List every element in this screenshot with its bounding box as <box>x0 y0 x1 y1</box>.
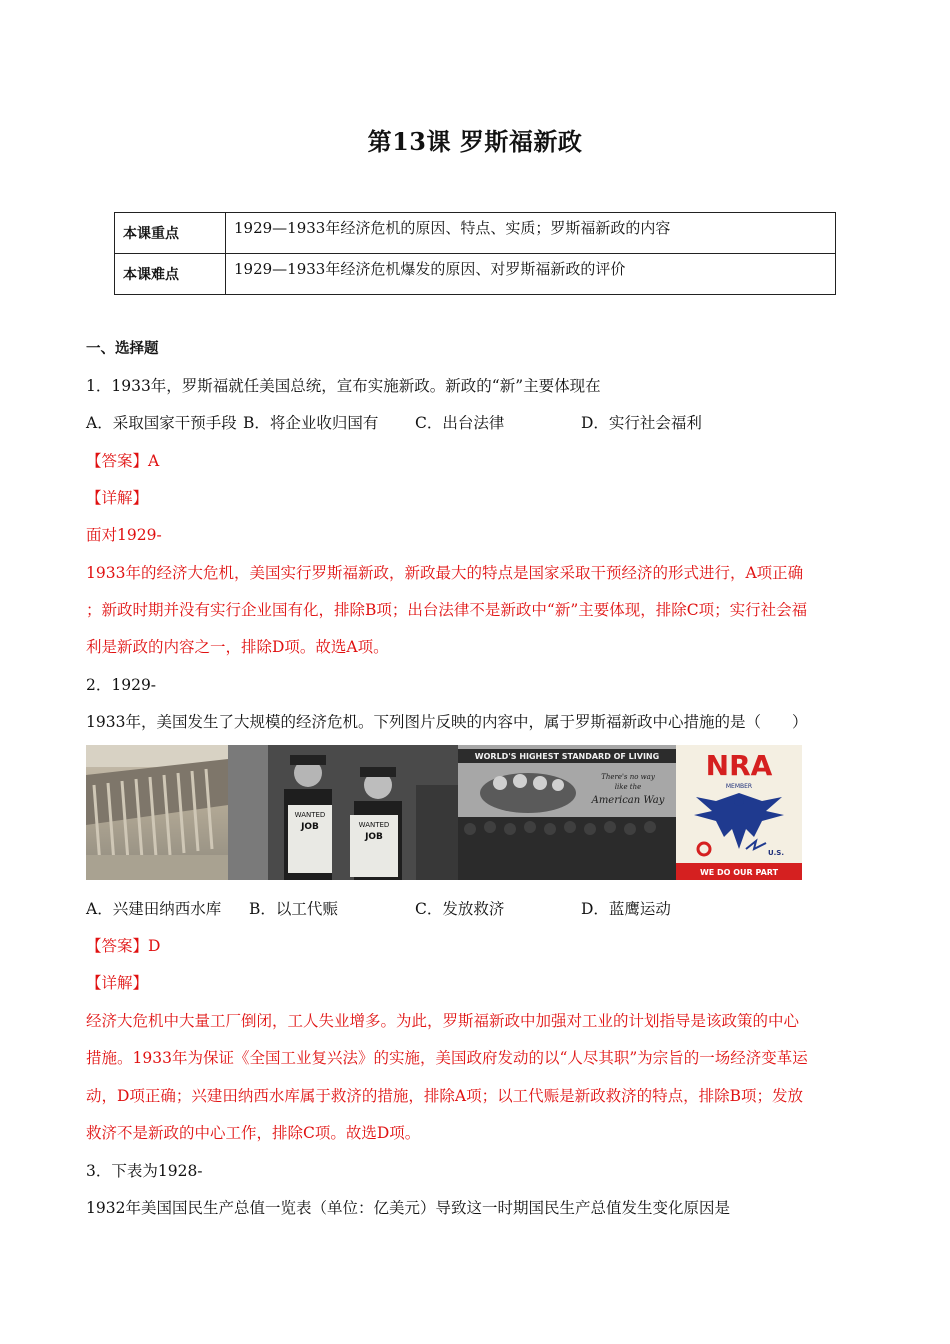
svg-text:like the: like the <box>614 783 642 791</box>
dam-photo <box>86 745 228 880</box>
svg-text:WORLD'S HIGHEST STANDARD OF LI: WORLD'S HIGHEST STANDARD OF LIVING <box>474 752 660 761</box>
q1-answer: 【答案】A <box>86 452 160 470</box>
q1-stem: 1．1933年，罗斯福就任美国总统，宣布实施新政。新政的“新”主要体现在 <box>86 377 601 395</box>
q1-option-d: D．实行社会福利 <box>581 414 702 432</box>
q2-pictures <box>86 745 802 880</box>
q2-detail-line: 动，D项正确；兴建田纳西水库属于救济的措施，排除A项；以工代赈是新政救济的特点，排除B项；发放 <box>86 1087 804 1105</box>
q2-detail-line: 经济大危机中大量工厂倒闭，工人失业增多。为此，罗斯福新政中加强对工业的计划指导是该政策的中心 <box>86 1012 800 1030</box>
q1-detail-line: 面对1929- <box>86 526 162 544</box>
breadline-photo <box>458 745 676 880</box>
key-points-table <box>114 212 836 295</box>
svg-text:WE DO OUR PART: WE DO OUR PART <box>699 868 779 877</box>
q1-detail-line: 1933年的经济大危机，美国实行罗斯福新政，新政最大的特点是国家采取干预经济的形式进行，A项正确 <box>86 564 804 582</box>
q3-stem-line: 1932年美国国民生产总值一览表（单位：亿美元）导致这一时期国民生产总值发生变化原因是 <box>86 1199 730 1217</box>
svg-text:U.S.: U.S. <box>767 849 785 857</box>
row-label: 本课重点 <box>115 213 226 254</box>
page-title: 第13课 罗斯福新政 <box>367 127 583 156</box>
q2-detail-line: 措施。1933年为保证《全国工业复兴法》的实施，美国政府发动的以“人尽其职”为宗旨的一场经济变革运 <box>86 1049 808 1067</box>
q2-stem-line: 2．1929- <box>86 676 157 694</box>
q1-option-b: B．将企业收归国有 <box>243 414 379 432</box>
q2-stem-line: 1933年，美国发生了大规模的经济危机。下列图片反映的内容中，属于罗斯福新政中心措施的是（ ） <box>86 713 808 731</box>
svg-text:WANTED: WANTED <box>294 811 326 819</box>
q1-detail-line: 利是新政的内容之一，排除D项。故选A项。 <box>86 638 389 656</box>
q2-option-d: D．蓝鹰运动 <box>581 900 671 918</box>
q2-option-c: C．发放救济 <box>415 900 505 918</box>
nra-blue-eagle-poster <box>676 745 802 880</box>
row-content: 1929—1933年经济危机爆发的原因、对罗斯福新政的评价 <box>226 254 836 295</box>
job-seekers-photo <box>228 745 458 880</box>
q1-detail-line: ；新政时期并没有实行企业国有化，排除B项；出台法律不是新政中“新”主要体现，排除C项；实行社会福 <box>86 601 808 619</box>
q1-option-a: A．采取国家干预手段 <box>86 414 237 432</box>
q2-option-a: A．兴建田纳西水库 <box>86 900 222 918</box>
table-row <box>115 254 836 295</box>
svg-text:JOB: JOB <box>365 832 383 842</box>
q2-detail-line: 救济不是新政的中心工作，排除C项。故选D项。 <box>86 1124 421 1142</box>
svg-text:There's no way: There's no way <box>601 773 655 781</box>
svg-text:NRA: NRA <box>705 749 773 782</box>
row-content: 1929—1933年经济危机的原因、特点、实质；罗斯福新政的内容 <box>226 213 836 254</box>
section-heading: 一、选择题 <box>86 341 159 357</box>
q2-detail-label: 【详解】 <box>86 974 149 992</box>
svg-text:JOB: JOB <box>301 822 319 832</box>
row-label: 本课难点 <box>115 254 226 295</box>
table-row <box>115 213 836 254</box>
q3-stem-line: 3．下表为1928- <box>86 1162 203 1180</box>
q1-detail-label: 【详解】 <box>86 489 149 507</box>
q2-answer: 【答案】D <box>86 937 161 955</box>
svg-text:American Way: American Way <box>591 795 665 806</box>
svg-text:WANTED: WANTED <box>358 821 390 829</box>
svg-text:MEMBER: MEMBER <box>725 783 753 790</box>
q2-option-b: B．以工代赈 <box>249 900 338 918</box>
q1-option-c: C．出台法律 <box>415 414 505 432</box>
